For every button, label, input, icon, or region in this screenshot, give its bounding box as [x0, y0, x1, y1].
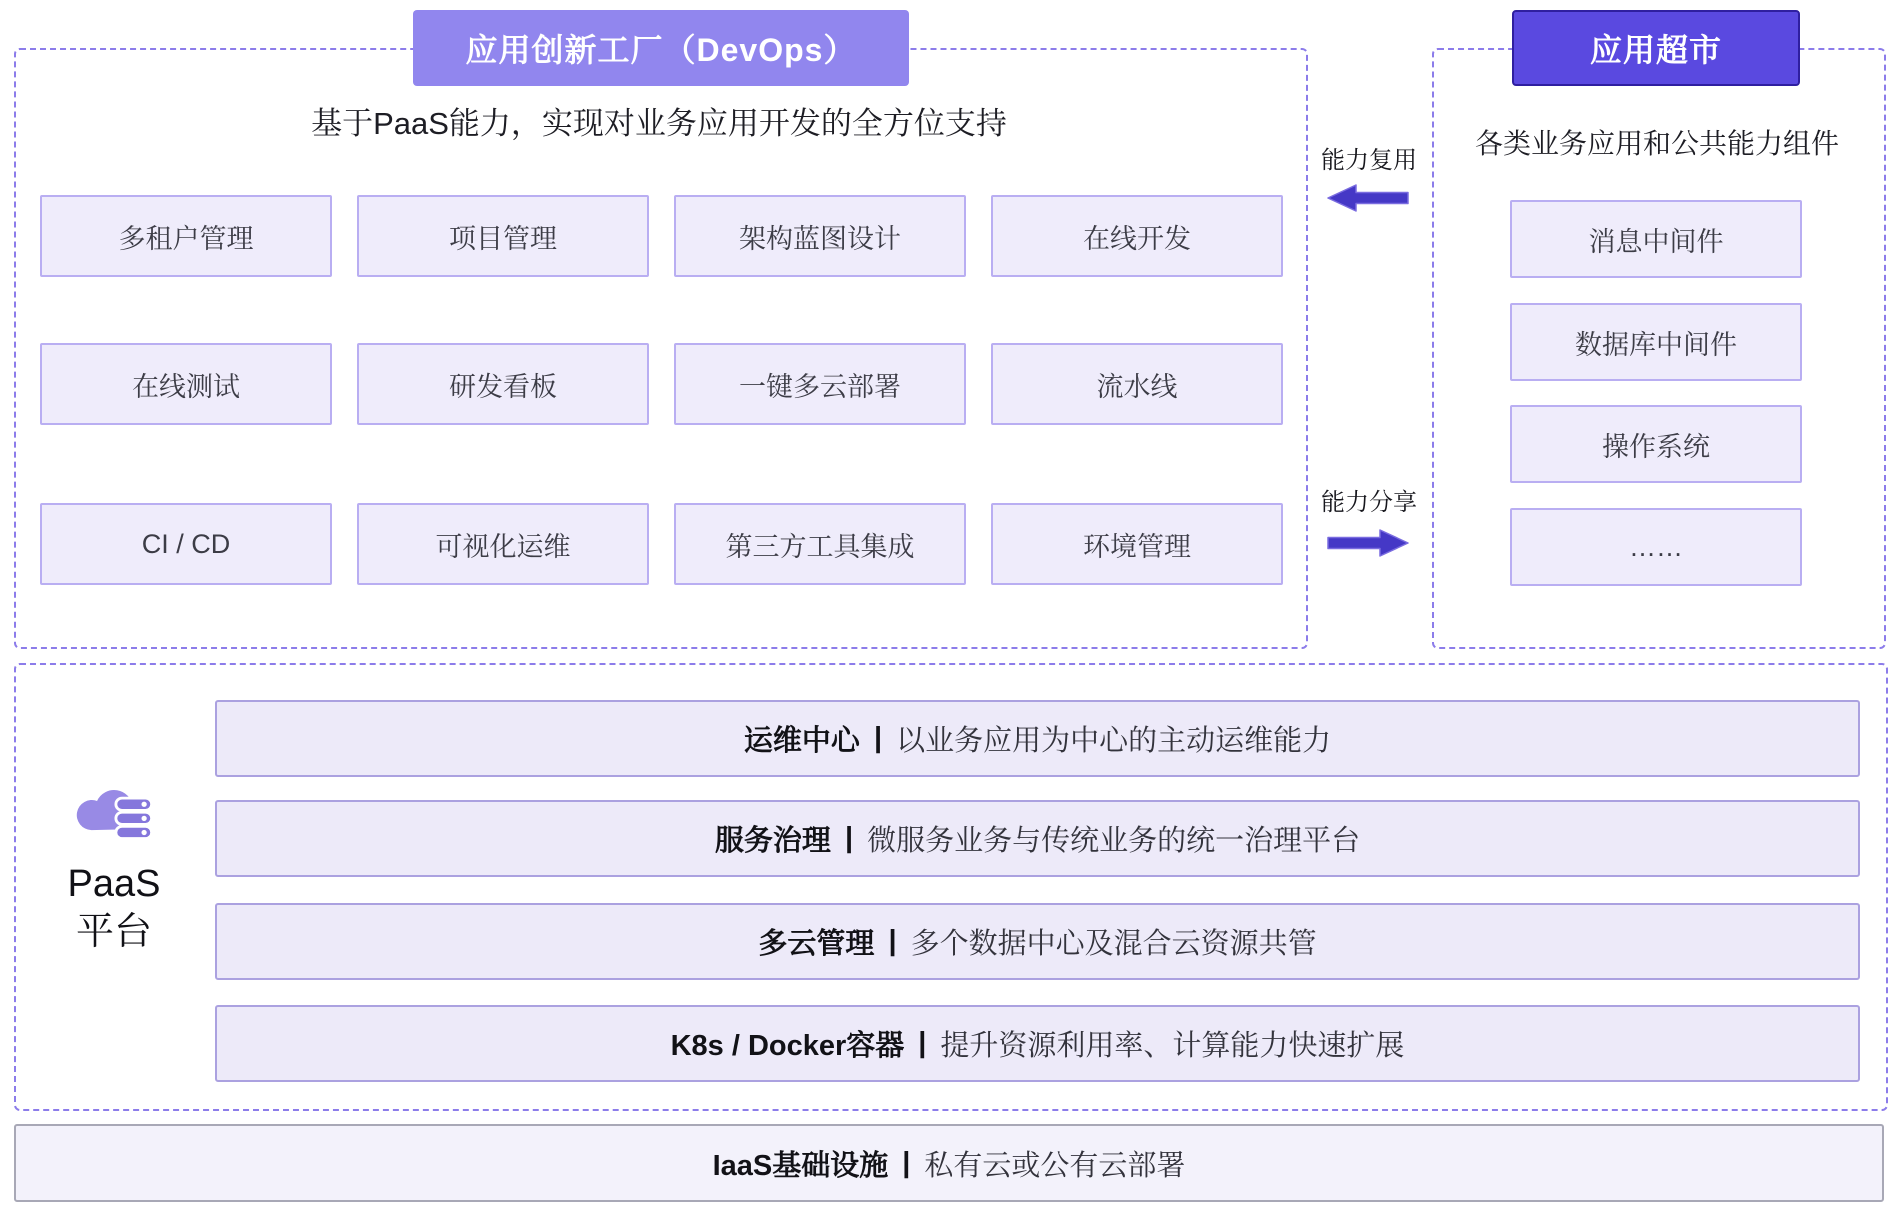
iaas-title: IaaS基础设施 — [712, 1149, 889, 1182]
paas-row-desc: 微服务业务与传统业务的统一治理平台 — [867, 825, 1361, 857]
feature-box-online-test: 在线测试 — [40, 343, 332, 425]
feature-box-pipeline: 流水线 — [991, 343, 1283, 425]
row-separator: | — [918, 1027, 927, 1059]
devops-banner — [413, 10, 909, 86]
app-market-subtitle: 各类业务应用和公共能力组件 — [1474, 128, 1839, 159]
market-item-message-middleware: 消息中间件 — [1510, 200, 1802, 278]
capability-share-label: 能力分享 — [1321, 489, 1417, 516]
paas-row-title: 多云管理 — [758, 928, 875, 960]
feature-box-dev-kanban: 研发看板 — [357, 343, 649, 425]
row-separator: | — [888, 925, 897, 957]
capability-reuse-label: 能力复用 — [1321, 147, 1417, 174]
iaas-bar — [14, 1124, 1884, 1202]
iaas-desc: 私有云或公有云部署 — [924, 1149, 1186, 1182]
feature-box-blueprint-design: 架构蓝图设计 — [674, 195, 966, 277]
paas-row-service-governance — [215, 800, 1860, 877]
row-separator: | — [873, 722, 883, 754]
paas-row-title: 服务治理 — [714, 825, 831, 857]
feature-box-ci-cd: CI / CD — [40, 503, 332, 585]
devops-subtitle: 基于PaaS能力，实现对业务应用开发的全方位支持 — [311, 106, 1007, 141]
app-market-banner — [1512, 10, 1800, 86]
feature-box-env-mgmt: 环境管理 — [991, 503, 1283, 585]
paas-row-ops-center — [215, 700, 1860, 777]
feature-box-visual-ops: 可视化运维 — [357, 503, 649, 585]
feature-box-multicloud-deploy: 一键多云部署 — [674, 343, 966, 425]
paas-row-title: K8s / Docker容器 — [670, 1030, 905, 1062]
feature-box-thirdparty-tools: 第三方工具集成 — [674, 503, 966, 585]
paas-row-desc: 多个数据中心及混合云资源共管 — [910, 928, 1317, 960]
paas-row-title: 运维中心 — [743, 725, 860, 757]
feature-box-project-mgmt: 项目管理 — [357, 195, 649, 277]
paas-platform-label-group — [34, 768, 194, 956]
app-market-banner-label: 应用超市 — [1589, 32, 1722, 68]
market-item-db-middleware: 数据库中间件 — [1510, 303, 1802, 381]
market-item-os: 操作系统 — [1510, 405, 1802, 483]
paas-label-line1: PaaS — [67, 863, 161, 905]
paas-row-desc: 以业务应用为中心的主动运维能力 — [896, 725, 1332, 757]
paas-row-k8s-docker — [215, 1005, 1860, 1082]
cloud-server-icon — [66, 768, 162, 848]
row-separator: | — [902, 1146, 911, 1179]
feature-box-multi-tenant: 多租户管理 — [40, 195, 332, 277]
row-separator: | — [844, 822, 854, 854]
paas-label-line2: 平台 — [75, 910, 152, 953]
market-item-more: …… — [1510, 508, 1802, 586]
devops-banner-label: 应用创新工厂（DevOps） — [465, 32, 857, 68]
paas-row-multicloud-mgmt — [215, 903, 1860, 980]
paas-row-desc: 提升资源利用率、计算能力快速扩展 — [940, 1030, 1405, 1062]
arrow-right-icon — [1326, 528, 1410, 558]
feature-box-online-dev: 在线开发 — [991, 195, 1283, 277]
arrow-left-icon — [1326, 183, 1410, 213]
